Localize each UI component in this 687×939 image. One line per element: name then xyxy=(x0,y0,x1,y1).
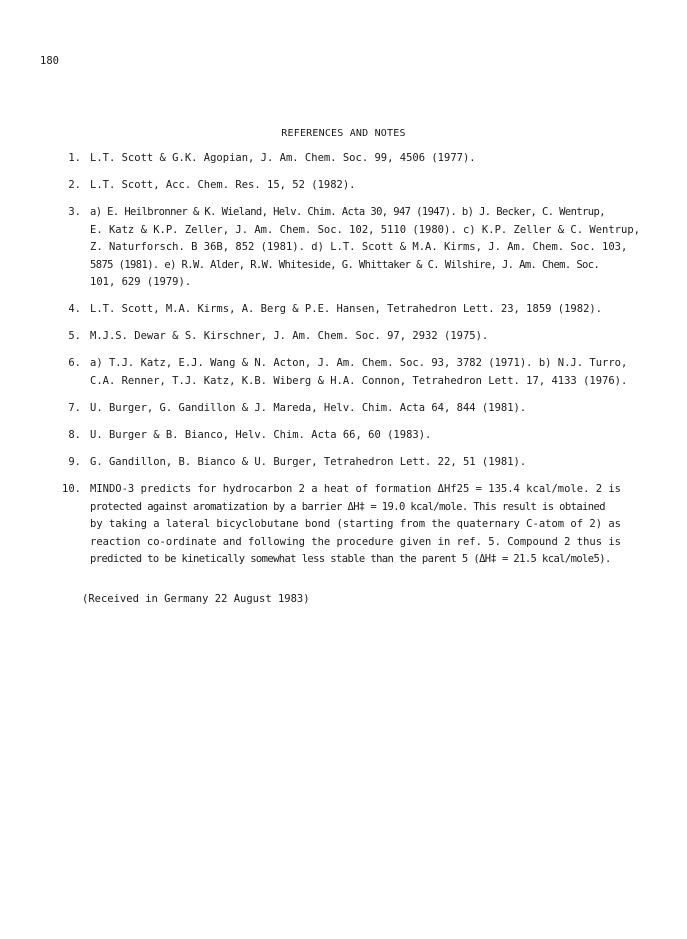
received-note: (Received in Germany 22 August 1983) xyxy=(82,593,310,605)
reference-item xyxy=(36,427,646,445)
reference-line: reaction co-ordinate and following the procedure given in ref. 5. Compound 2 thus is xyxy=(90,535,622,548)
reference-item xyxy=(36,204,646,292)
reference-line: MINDO-3 predicts for hydrocarbon 2 a heat of formation ΔHf25 = 135.4 kcal/mole. 2 is xyxy=(90,483,622,496)
reference-line: L.T. Scott, M.A. Kirms, A. Berg & P.E. Hansen, Tetrahedron Lett. 23, 1859 (1982). xyxy=(90,303,603,316)
reference-item xyxy=(36,481,646,569)
reference-line: a) T.J. Katz, E.J. Wang & N. Acton, J. Am. Chem. Soc. 93, 3782 (1971). b) N.J. Turro, xyxy=(90,357,628,370)
reference-number: 5. xyxy=(68,330,81,343)
reference-number: 8. xyxy=(68,429,81,442)
reference-number: 9. xyxy=(68,456,81,469)
reference-item xyxy=(36,454,646,472)
reference-line: E. Katz & K.P. Zeller, J. Am. Chem. Soc. 102, 5110 (1980). c) K.P. Zeller & C. Wentrup, xyxy=(90,223,640,236)
reference-line: C.A. Renner, T.J. Katz, K.B. Wiberg & H.A. Connon, Tetrahedron Lett. 17, 4133 (1976). xyxy=(90,374,628,387)
reference-number: 3. xyxy=(68,206,81,219)
references-list xyxy=(36,150,646,578)
reference-line: predicted to be kinetically somewhat less stable than the parent 5 (ΔH‡ = 21.5 kcal/mole5). xyxy=(90,553,611,566)
page-number: 180 xyxy=(40,55,59,67)
reference-number: 1. xyxy=(68,152,81,164)
reference-line: M.J.S. Dewar & S. Kirschner, J. Am. Chem. Soc. 97, 2932 (1975). xyxy=(90,330,489,343)
reference-number: 7. xyxy=(68,402,81,415)
reference-number: 6. xyxy=(68,357,81,370)
reference-item xyxy=(36,355,646,390)
reference-number: 10. xyxy=(62,483,81,496)
reference-line: Z. Naturforsch. B 36B, 852 (1981). d) L.T. Scott & M.A. Kirms, J. Am. Chem. Soc. 103, xyxy=(90,241,628,254)
reference-line: L.T. Scott, Acc. Chem. Res. 15, 52 (1982). xyxy=(90,179,356,192)
reference-line: 5875 (1981). e) R.W. Alder, R.W. Whiteside, G. Whittaker & C. Wilshire, J. Am. Chem. Soc. xyxy=(90,258,600,271)
reference-line: U. Burger & B. Bianco, Helv. Chim. Acta 66, 60 (1983). xyxy=(90,429,432,442)
references-heading: REFERENCES AND NOTES xyxy=(281,128,406,139)
reference-line: L.T. Scott & G.K. Agopian, J. Am. Chem. Soc. 99, 4506 (1977). xyxy=(90,152,476,164)
reference-line: protected against aromatization by a barrier ΔH‡ = 19.0 kcal/mole. This result is obtained xyxy=(90,500,605,513)
reference-line: a) E. Heilbronner & K. Wieland, Helv. Chim. Acta 30, 947 (1947). b) J. Becker, C. Wentrup, xyxy=(90,206,605,219)
reference-line: U. Burger, G. Gandillon & J. Mareda, Helv. Chim. Acta 64, 844 (1981). xyxy=(90,402,527,415)
reference-line: by taking a lateral bicyclobutane bond (starting from the quaternary C-atom of 2) as xyxy=(90,518,622,531)
reference-line: 101, 629 (1979). xyxy=(90,276,192,289)
reference-item xyxy=(36,301,646,319)
reference-number: 4. xyxy=(68,303,81,316)
reference-line: G. Gandillon, B. Bianco & U. Burger, Tetrahedron Lett. 22, 51 (1981). xyxy=(90,456,527,469)
reference-item xyxy=(36,328,646,346)
reference-item xyxy=(36,177,646,195)
reference-number: 2. xyxy=(68,179,81,192)
reference-item xyxy=(36,400,646,418)
reference-item xyxy=(36,150,646,168)
